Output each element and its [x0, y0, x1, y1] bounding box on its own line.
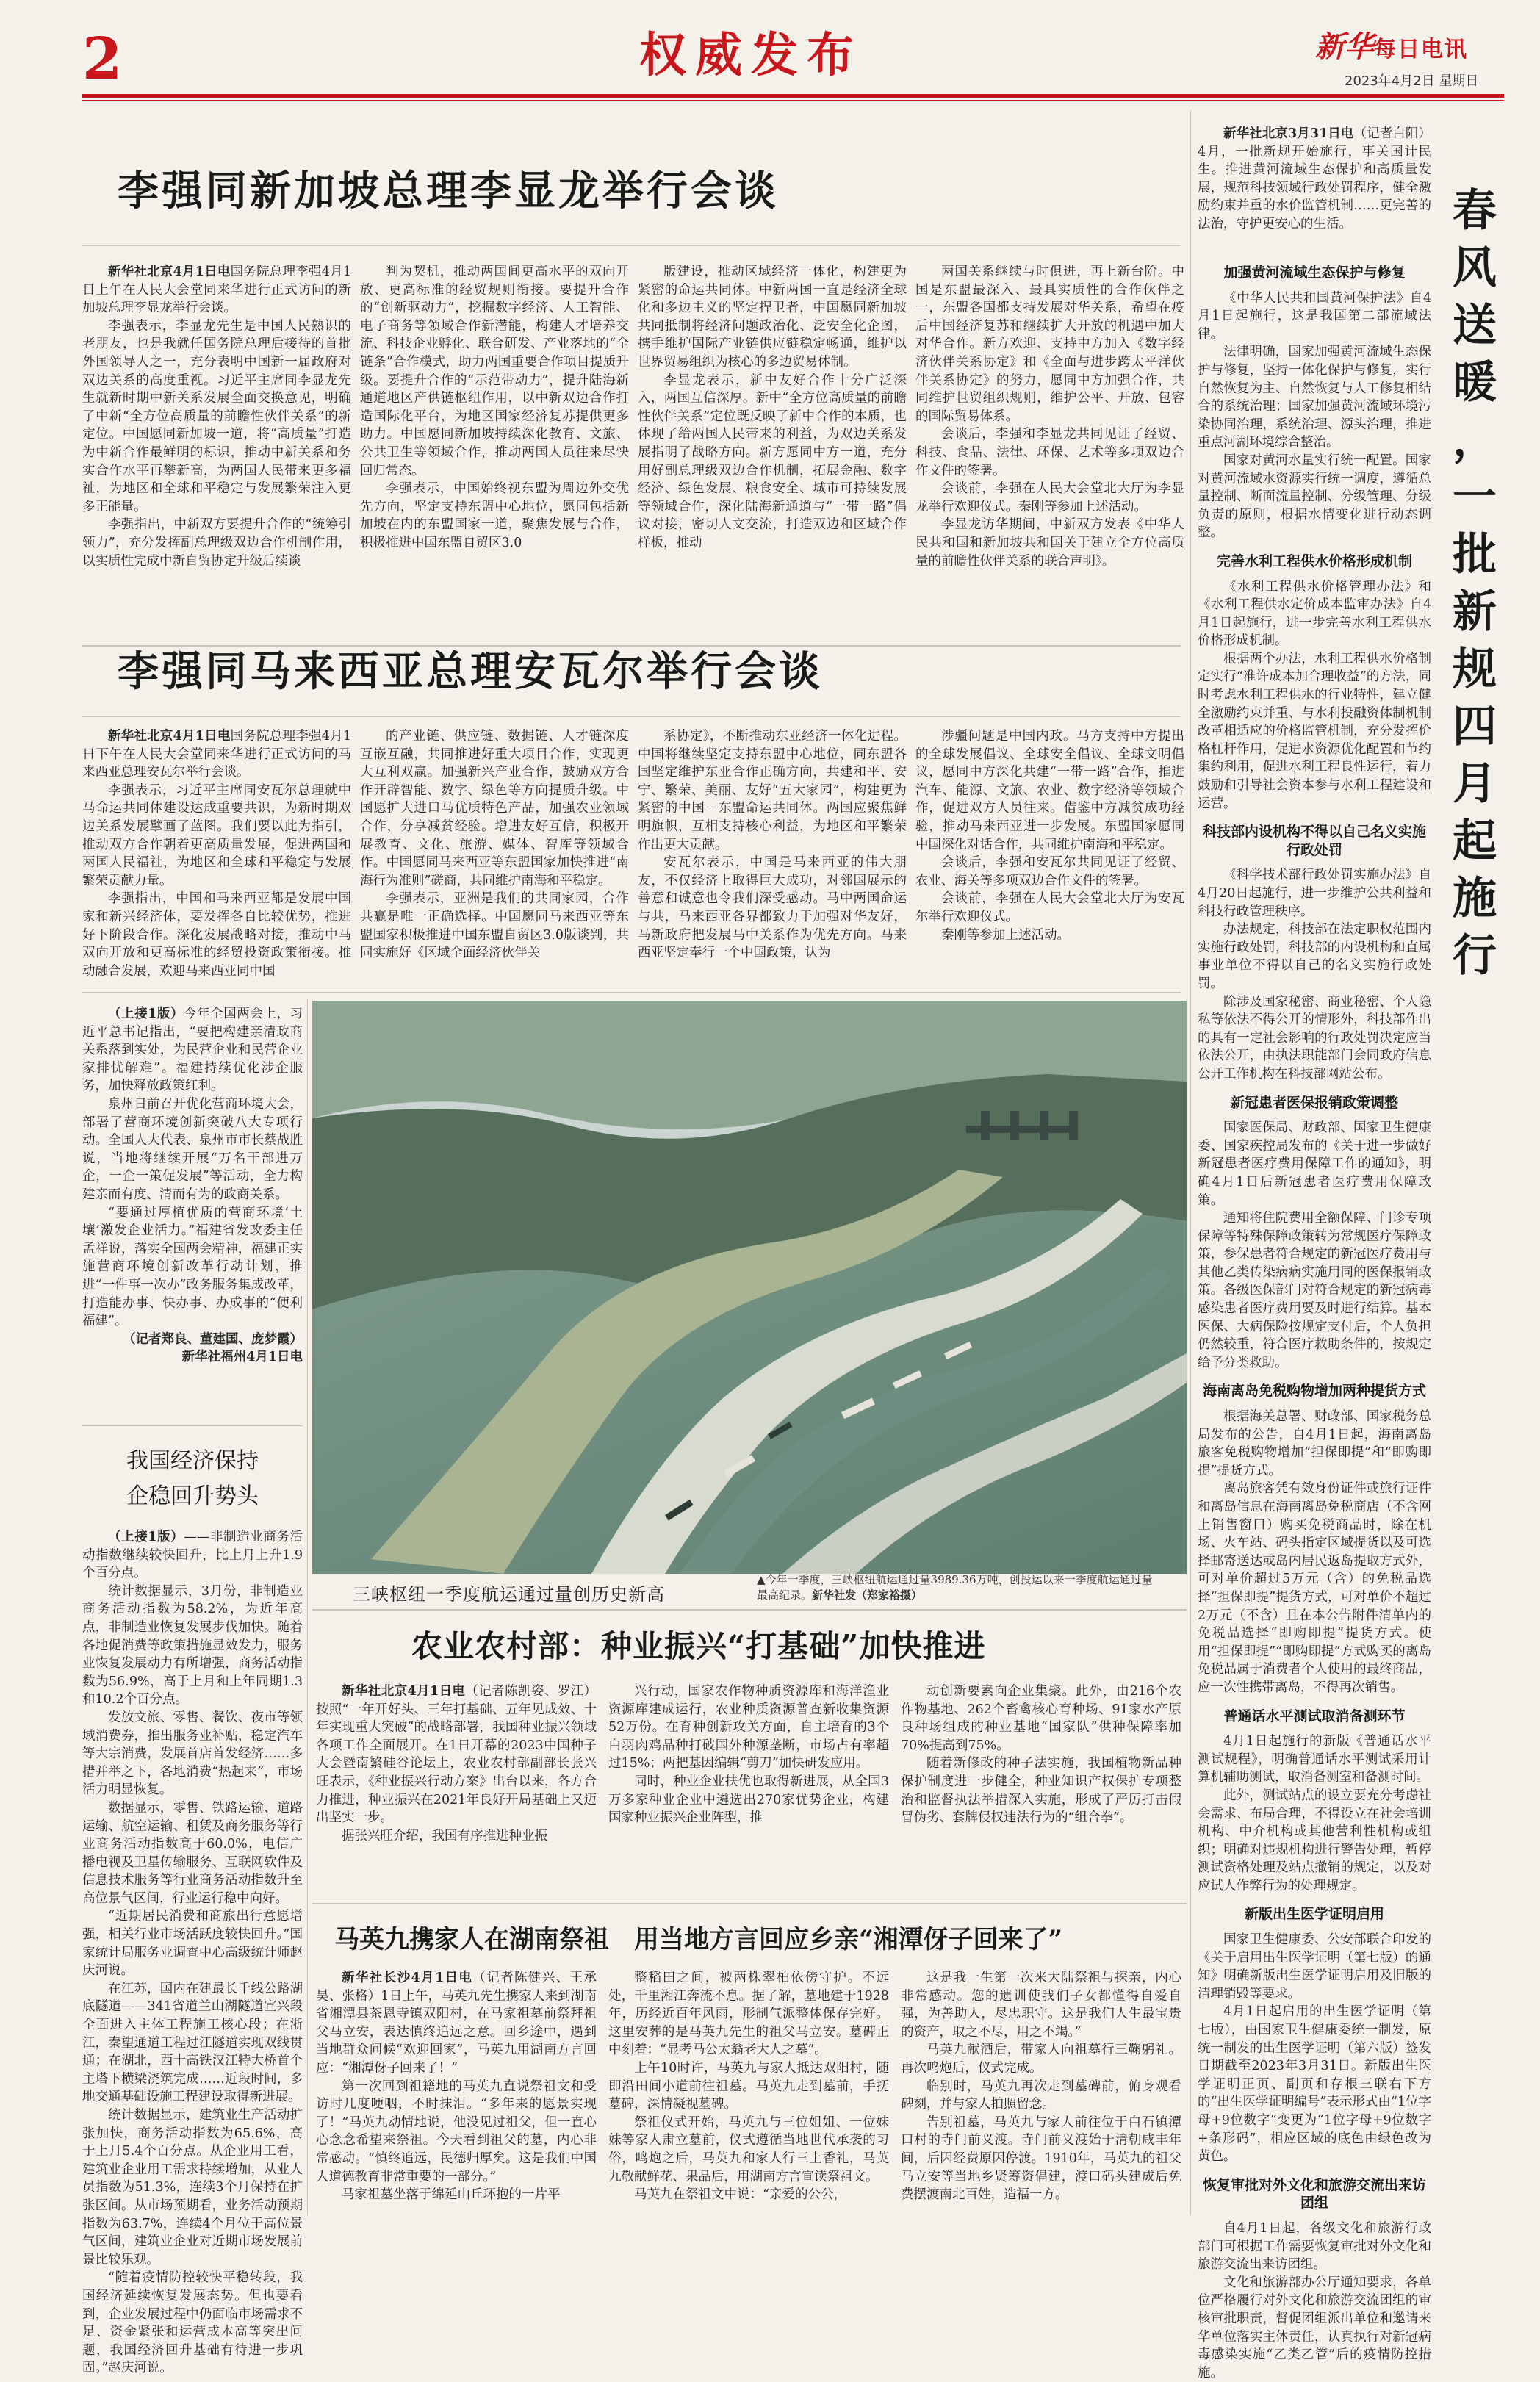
paragraph-text: ——非制造业商务活动指数继续较快回升，比上月上升1.9个百分点。: [82, 1530, 303, 1581]
sidebar-paragraph: 根据两个办法，水利工程供水价格制定实行“准许成本加合理收益”的方法，同时考虑水利工程供水的行业特性，建立健全激励约束并重、与水利投融资体制机制改革相适应的价格监管机制，充分发挥价格杠杆作用，促进水资源优化配置和节约集约利用，促进水利工程良性运行，着力鼓励和引导社会资本参与水利工程建设和运营。: [1198, 651, 1431, 811]
photo-credit: 新华社发（郑家裕摄）: [812, 1588, 923, 1602]
paragraph-text: 李强表示，中国始终视东盟为周边外交优先方向，坚定支持东盟中心地位，愿同包括新加坡在内的东盟国家一道，聚焦发展与合作，积极推进中国东盟自贸区3.0: [360, 481, 629, 550]
paragraph-text: 秦刚等参加上述活动。: [941, 927, 1070, 943]
paragraph: [82, 516, 351, 570]
paragraph-text: 会谈后，李强和安瓦尔共同见证了经贸、农业、海关等多项双边合作文件的签署。: [915, 855, 1184, 888]
divider: [312, 1903, 1187, 1904]
paragraph: [82, 782, 351, 890]
paragraph-text: 马家祖墓坐落于绵延山丘环抱的一片平: [342, 2187, 561, 2203]
sidebar-section-heading: 恢复审批对外文化和旅游交流出来访团组: [1202, 2176, 1426, 2212]
paragraph: [82, 1907, 303, 1979]
sidebar-section-heading: 完善水利工程供水价格形成机制: [1216, 553, 1412, 569]
paragraph: [82, 1528, 303, 1583]
paragraph-text: 李显龙表示，新中友好合作十分广泛深入，两国互信深厚。新中“全方位高质量的前瞻性伙伴关系”定位既反映了新中合作的本质，也体现了给两国人民带来的利益，为双边关系发展指明了战略方向。新方愿同中方一道，充分用好副总理级双边合作机制，拓展金融、数字经济、绿色发展、粮食安全、城市可持续发展等领域合作，深化陆海新通道与“一带一路”倡议对接，密切人文交流，打造双边和区域合作样板，推动: [638, 373, 907, 550]
paragraph: [82, 1005, 303, 1095]
paragraph-text: 泉州日前召开优化营商环境大会，部署了营商环境创新突破八大专项行动。全国人大代表、泉州市市长蔡战胜说，当地将继续开展“万名干部进万企，一企一策促发展”等活动，全力构建亲而有度、清而有为的政商关系。: [82, 1096, 303, 1202]
sidebar-divider: [1190, 110, 1191, 2215]
sidebar-paragraph: 国家对黄河水量实行统一配置。国家对黄河流域水资源实行统一调度，遵循总量控制、断面流量控制、分级管理、分级负责的原则，根据水情变化进行动态调整。: [1198, 453, 1431, 541]
sidebar-paragraph: 除涉及国家秘密、商业秘密、个人隐私等依法不得公开的情形外，科技部作出的具有一定社会影响的行政处罚决定应当依法公开，由执法职能部门会同政府信息公开工作机构在科技部网站公布。: [1198, 994, 1431, 1082]
paragraph-text: “近期居民消费和商旅出行意愿增强，相关行业市场活跃度较快回升。”国家统计局服务业调查中心高级统计师赵庆河说。: [82, 1909, 303, 1979]
sidebar-intro: [1198, 125, 1431, 253]
paragraph: [608, 2186, 889, 2204]
paragraph: [316, 1827, 597, 1846]
sidebar-section-heading: 科技部内设机构不得以自己名义实施行政处罚: [1202, 824, 1426, 858]
article1-col1: [82, 263, 351, 644]
sidebar-paragraph: 《水利工程供水价格管理办法》和《水利工程供水定价成本监审办法》自4月1日起施行，进一步完善水利工程供水价格形成机制。: [1198, 579, 1431, 649]
logo-brand: 新华: [1315, 29, 1374, 64]
paragraph-text: “随着疫情防控较快平稳转段，我国经济延续恢复发展态势。但也要看到，企业发展过程中仍面临市场需求不足、资金紧张和运营成本高等突出问题，我国经济回升基础有待进一步巩固。”赵庆河说。: [82, 2270, 303, 2376]
article4-headline: 马英九携家人在湖南祭祖 用当地方言回应乡亲“湘潭伢子回来了”: [334, 1925, 1063, 1954]
photo-note-text: ▲今年一季度，三峡枢纽航运通过量3989.36万吨，创投运以来一季度航运通过量最高纪录。: [757, 1573, 1153, 1602]
paragraph-text: 临别时，马英九再次走到墓碑前，俯身观看碑刻，并与家人拍照留念。: [901, 2079, 1181, 2112]
publication-date: 2023年4月2日 星期日: [1345, 73, 1479, 89]
paragraph-text: 会谈后，李强和李显龙共同见证了经贸、科技、食品、法律、环保、艺术等多项双边合作文件的签署。: [915, 427, 1184, 478]
divider: [82, 992, 1181, 993]
sidebar-paragraph: 办法规定，科技部在法定职权范围内实施行政处罚，科技部的内设机构和直属事业单位不得以自己的名义实施行政处罚。: [1198, 922, 1431, 991]
paragraph: [608, 2114, 889, 2186]
paragraph-text: 同时，种业企业扶优也取得新进展，从全国3万多家种业企业中遴选出270家优势企业，构建国家种业振兴企业阵型，推: [608, 1774, 889, 1826]
paragraph: [360, 263, 629, 480]
article3-headline: 农业农村部：种业振兴“打基础”加快推进: [411, 1628, 986, 1664]
article2-col4: [915, 727, 1184, 985]
paragraph: [915, 480, 1184, 516]
economy-title: [82, 1444, 303, 1514]
economy-title-line2: 企稳回升势头: [126, 1483, 259, 1509]
paragraph-text: 李强指出，中国和马来西亚都是发展中国家和新兴经济体，要发挥各自比较优势，推进好下阶段合作。深化发展战略对接，推动中马双向开放和更高标准的经贸投资政策衔接。推动融合发展，欢迎马来西亚同中国: [82, 891, 351, 979]
paragraph: [915, 425, 1184, 480]
article1-headline: 李强同新加坡总理李显龙举行会谈: [118, 167, 779, 215]
dateline: （上接1版）: [108, 1007, 184, 1021]
paragraph-text: 据张兴旺介绍，我国有序推进种业振: [342, 1828, 547, 1843]
paragraph: [82, 727, 351, 782]
sidebar-intro-text: （记者白阳）4月，一批新规开始施行，事关国计民生。推进黄河流域生态保护和高质量发展，规范科技领域行政处罚程序，健全激励约束并重的水价监管机制……更完善的法治，守护更安心的生活。: [1198, 126, 1432, 231]
paragraph: [82, 890, 351, 980]
paragraph-text: 第一次回到祖籍地的马英九直说祭祖文和受访时几度哽咽，不时抹泪。“多年来的愿景实现了！”马英九动情地说，他没见过祖父，但一直心心念念希望来祭祖。今天看到祖父的墓，内心非常感动。“慎终追远，民德归厚矣。这是我们中国人道德教育非常重要的一部分。”: [316, 2079, 597, 2184]
sidebar-paragraph: 《科学技术部行政处罚实施办法》自4月20日起施行，进一步维护公共利益和科技行政管理秩序。: [1198, 868, 1431, 919]
paragraph: [608, 1773, 889, 1827]
paragraph-text: 李强表示，李显龙先生是中国人民熟识的老朋友，也是我就任国务院总理后接待的首批外国领导人之一，充分表明中国新一届政府对双边关系的高度重视。习近平主席同李显龙先生就新时期中新关系发展全面交换意见，明确了中新“全方位高质量的前瞻性伙伴关系”的新定位。中国愿同新加坡一道，将“高质量”打造为中新合作最鲜明的标识，推动中新关系和务实合作水平再攀新高，为两国人民带来更多福祉，为地区和全球和平稳定与发展繁荣注入更多正能量。: [82, 318, 351, 514]
article1-col4: [915, 263, 1184, 644]
paragraph-text: 李强表示，习近平主席同安瓦尔总理就中马命运共同体建设达成重要共识，为新时期双边关系发展擘画了蓝图。我们要以此为指引，推动双方合作朝着更高质量发展，促进两国和两国人民福祉，为地区和全球和平稳定与发展繁荣贡献力量。: [82, 782, 351, 888]
sidebar-paragraph: 自4月1日起，各级文化和旅游行政部门可根据工作需要恢复审批对外文化和旅游交流出来访团组。: [1198, 2220, 1431, 2273]
paragraph-text: 告别祖墓，马英九与家人前往位于白石镇潭口村的寺门前义渡。寺门前义渡始于清朝咸丰年间，后因经费原因停渡。1910年，马英九的祖父马立安等当地乡贤筹资倡建，渡口码头建成后免费摆渡南北百姓，造福一方。: [901, 2115, 1181, 2203]
continued-paras: [82, 1005, 303, 1331]
three-gorges-photo: [312, 1001, 1187, 1574]
sidebar-paragraph: 离岛旅客凭有效身份证件或旅行证件和离岛信息在海南离岛免税商店（不含网上销售窗口）购买免税商品时，除在机场、火车站、码头指定区域提货以及可选择邮寄送达或岛内居民返岛提取方式外，可对单价超过5万元（含）的免税品选择“担保即提”提货方式，可对单价不超过2万元（不含）且在本公告附件清单内的免税品选择“即购即提”提货方式。使用“担保即提”“即购即提”方式购买的离岛免税品属于消费者个人使用的最终商品，应一次性携带离岛，不得再次销售。: [1198, 1481, 1431, 1695]
photo-illustration: [312, 1001, 1187, 1574]
sidebar-paragraph: 4月1日起启用的出生医学证明（第七版），由国家卫生健康委统一制发，原统一制发的出生医学证明（第六版）签发日期截至2023年3月31日。新版出生医学证明正页、副页和存根三联右下方的“出生医学证明编号”表示形式由“1位字母+9位数字”变更为“1位字母+9位数字+条形码”，相应区域的底色由绿色改为黄色。: [1198, 2004, 1431, 2165]
paragraph: [82, 2106, 303, 2269]
paragraph: [82, 2269, 303, 2378]
paragraph-text: 安瓦尔表示，中国是马来西亚的伟大朋友，不仅经济上取得巨大成功，对邻国展示的善意和诚意也令我们深受感动。马中两国命运与共，马来西亚各界都致力于加强对华友好，马新政府把发展马中关系作为优先方向。马来西亚坚定奉行一个中国政策，认为: [638, 855, 907, 961]
sidebar-paragraph: 《中华人民共和国黄河保护法》自4月1日起施行，这是我国第二部流域法律。: [1198, 290, 1431, 342]
dateline: 新华社长沙4月1日电: [342, 1971, 473, 1985]
sidebar-paragraph: 此外，测试站点的设立要充分考虑社会需求、布局合理，不得设立在社会培训机构、中介机构或其他营利性机构或组织；明确对违规机构进行警告处理，暂停测试资格处理及站点撤销的规定，以及对应试人作弊行为的处理规定。: [1198, 1788, 1431, 1893]
paragraph-text: “要通过厚植优质的营商环境‘土壤’激发企业活力。”福建省发改委主任孟祥说，落实全国两会精神，福建正实施营商环境创新改革行动计划，推进“一件事一次办”政务服务集成改革，打造能办事、快办事、办成事的“便利福建”。: [82, 1205, 303, 1329]
paragraph-text: 上午10时许，马英九与家人抵达双阳村，随即沿田间小道前往祖墓。马英九走到墓前，手抚墓碑，深情凝视墓碑。: [608, 2060, 889, 2112]
paragraph-text: （记者陈健兴、王承昊、张格）1日上午，马英九先生携家人来到湖南省湘潭县茶恩寺镇双阳村，在马家祖墓前祭拜祖父马立安，表达慎终追远之意。回乡途中，遇到当地群众问候“欢迎回家”，马英九用湖南方言回应：“湘潭伢子回来了！”: [316, 1971, 597, 2076]
paragraph: [915, 516, 1184, 570]
paragraph: [82, 263, 351, 317]
paragraph: [316, 2078, 597, 2187]
dateline: 新华社北京4月1日电: [108, 729, 231, 744]
paragraph-text: 马英九献酒后，带家人向祖墓行三鞠躬礼。再次鸣炮后，仪式完成。: [901, 2043, 1181, 2076]
paragraph: [316, 2186, 597, 2204]
paragraph: [82, 1583, 303, 1709]
paragraph-text: 两国关系继续与时俱进，再上新台阶。中国是东盟最深入、最具实质性的合作伙伴之一，东盟各国都支持发展对华关系，希望在疫后中国经济复苏和继续扩大开放的机遇中加大对华合作。新方欢迎、支持中方加入《数字经济伙伴关系协定》和《全面与进步跨太平洋伙伴关系协定》的努力，愿同中方加强合作，共同维护世贸组织规则，维护公平、开放、包容的国际贸易体系。: [915, 265, 1184, 424]
photo-caption: 三峡枢纽一季度航运通过量创历史新高: [353, 1584, 665, 1605]
paragraph: [638, 263, 907, 372]
divider: [307, 999, 308, 2215]
paragraph: [638, 727, 907, 854]
paragraph: [915, 926, 1184, 945]
header-rule: [82, 94, 1504, 98]
sidebar-paragraph: 通知将住院费用全额保障、门诊专项保障等特殊保障政策转为常规医疗保障政策，参保患者符合规定的新冠医疗费用与其他乙类传染病病实施用同的医保报销政策。各级医保部门对符合规定的新冠病毒感染患者医疗费用要及时进行结算。基本医保、大病保险按规定支付后，个人负担仍然较重，符合医疗救助条件的，按规定给予分类救助。: [1198, 1211, 1431, 1370]
dateline: （上接1版）: [108, 1530, 184, 1544]
paragraph-text: 发放文旅、零售、餐饮、夜市等领域消费券，推出服务业补贴，稳定汽车等大宗消费，发展首店首发经济……多措并举之下，各地消费“热起来”，市场活力明显恢复。: [82, 1710, 303, 1798]
paragraph: [901, 1755, 1181, 1827]
sidebar-paragraph: 国家医保局、财政部、国家卫生健康委、国家疾控局发布的《关于进一步做好新冠患者医疗费用保障工作的通知》，明确4月1日后新冠患者医疗费用保障政策。: [1198, 1120, 1431, 1208]
divider: [82, 1425, 303, 1426]
article3-col3: [901, 1683, 1181, 1896]
paragraph: [638, 854, 907, 962]
paragraph: [638, 372, 907, 553]
page-number: 2: [82, 26, 123, 93]
section-title: 权威发布: [639, 28, 863, 83]
paragraph-text: 会谈前，李强在人民大会堂北大厅为安瓦尔举行欢迎仪式。: [915, 891, 1184, 924]
paragraph-text: 祭祖仪式开始，马英九与三位姐姐、一位妹妹等家人肃立墓前，仪式遵循当地世代承袭的习俗，鸣炮之后，马英九和家人行三上香礼，马英九敬献鲜花、果品后，用湖南方言宣读祭祖文。: [608, 2115, 889, 2184]
dateline: 新华社北京4月1日电: [108, 265, 231, 279]
sidebar-section-heading: 普通话水平测试取消备测环节: [1223, 1708, 1406, 1724]
paragraph-text: 涉疆问题是中国内政。马方支持中方提出的全球发展倡议、全球安全倡议、全球文明倡议，愿同中方深化共建“一带一路”合作，推进汽车、能源、文旅、农业、数字经济等领域合作，促进双方人员往来。借鉴中方减贫成功经验，推动马来西亚进一步发展。东盟国家愿同中国深化对话合作，共同维护南海和平稳定。: [915, 729, 1184, 852]
paragraph: [360, 480, 629, 552]
paragraph-text: 随着新修改的种子法实施，我国植物新品种保护制度进一步健全，种业知识产权保护专项整治和监督执法举措深入实施，形成了严厉打击假冒伪劣、套牌侵权违法行为的“组合拳”。: [901, 1756, 1181, 1826]
paragraph-text: 今年全国两会上，习近平总书记指出，“要把构建亲清政商关系落到实处，为民营企业和民营企业家排忧解难”。福建持续优化涉企服务，加快释放政策红利。: [82, 1007, 303, 1094]
economy-title-line1: 我国经济保持: [126, 1448, 259, 1474]
economy-body: [82, 1528, 303, 2376]
paragraph-text: 动创新要素向企业集聚。此外，由216个农作物基地、262个畜禽核心育种场、91家水产原良种场组成的种业基地“国家队”供种保障率加70%提高到75%。: [901, 1684, 1181, 1753]
paragraph: [82, 317, 351, 517]
sidebar-paragraph: 法律明确，国家加强黄河流域生态保护与修复，坚持一体化保护与修复，实行自然恢复为主、自然恢复与人工修复相结合的系统治理；国家加强黄河流域环境污染协同治理，系统治理、源头治理，推进重点河湖环境综合整治。: [1198, 345, 1431, 450]
paragraph-text: 会谈前，李强在人民大会堂北大厅为李显龙举行欢迎仪式。秦刚等参加上述活动。: [915, 481, 1184, 514]
paragraph-text: 的产业链、供应链、数据链、人才链深度互嵌互融，共同推进好重大项目合作，实现更大互利双赢。加强新兴产业合作，鼓励双方合作开辟智能、数字、绿色等方向提质升级。中国愿扩大进口马优质特色产品，加强农业领域合作，分享减贫经验。增进友好互信，积极开展教育、文化、旅游、媒体、智库等领域合作。中国愿同马来西亚等东盟国家加快推进“南海行为准则”磋商，共同维护南海和平稳定。: [360, 729, 629, 888]
paragraph: [901, 2041, 1181, 2077]
article1-col2: [360, 263, 629, 644]
paragraph: [915, 854, 1184, 890]
article2-col2: [360, 727, 629, 985]
paragraph-text: 数据显示，零售、铁路运输、道路运输、航空运输、租赁及商务服务等行业商务活动指数高于60.0%，电信广播电视及卫星传输服务、互联网软件及信息技术服务等行业商务活动指数升至高位景气区间，行业运行稳中向好。: [82, 1800, 303, 1906]
paragraph: [901, 1969, 1181, 2041]
article3-col1: [316, 1683, 597, 1896]
paragraph-text: 统计数据显示，建筑业生产活动扩张加快，商务活动指数为65.6%，高于上月5.4个百分点。从企业用工看，建筑业企业用工需求持续增加，从业人员指数为51.3%，连续3个月保持在扩张区间。从市场预期看，业务活动预期指数为63.7%，连续4个月位于高位景气区间，建筑业企业对近期市场发展前景比较乐观。: [82, 2108, 303, 2267]
divider: [82, 716, 1181, 717]
paragraph: [915, 263, 1184, 425]
divider: [82, 645, 1181, 647]
article4-col2: [608, 1969, 889, 2212]
article2-col3: [638, 727, 907, 985]
paragraph-text: 这是我一生第一次来大陆祭祖与探亲，内心非常感动。您的遗训使我们子女都懂得自爱自强，为善助人，尽忠职守。这是我们人生最宝贵的资产，取之不尽，用之不竭。”: [901, 1971, 1181, 2040]
article1-col3: [638, 263, 907, 644]
sidebar-paragraph: 根据海关总署、财政部、国家税务总局发布的公告，自4月1日起，海南离岛旅客免税购物增加“担保即提”和“即购即提”提货方式。: [1198, 1409, 1431, 1478]
paragraph: [82, 1095, 303, 1204]
paragraph: [901, 2114, 1181, 2204]
paragraph: [901, 2078, 1181, 2114]
paragraph: [316, 1683, 597, 1827]
paragraph-text: 判为契机，推动两国间更高水平的双向开放、更高标准的经贸规则衔接。要提升合作的“创新驱动力”，挖掘数字经济、人工智能、电子商务等领域合作新潜能，构建人才培养交流、科技企业孵化、联合研发、产业落地的“全链条”合作模式，助力两国重要合作项目提质升级。要提升合作的“示范带动力”，提升陆海新通道地区产供链枢纽作用，以中新双边合作打造国际化平台，为地区国家经济复苏提供更多助力。中国愿同新加坡持续深化教育、文旅、公共卫生等领域合作，推动两国人员往来尽快回归常态。: [360, 265, 629, 478]
article4-col3: [901, 1969, 1181, 2212]
continued-byline: （记者郑良、董建国、庞梦霞）: [123, 1331, 303, 1347]
paragraph-text: 在江苏，国内在建最长千线公路湖底隧道——341省道兰山湖隧道宣兴段全面进入主体工程施工核心段；在浙江，秦望通道工程过江隧道实现双线贯通；在湖北，西十高铁汉江特大桥首个主塔下横梁浇筑完成……近段时间，多地交通基础设施工程建设取得新进展。: [82, 1981, 303, 2105]
paragraph: [82, 1204, 303, 1331]
paragraph-text: 系协定》，不断推动东亚经济一体化进程。中国将继续坚定支持东盟中心地位，同东盟各国坚定维护东亚合作正确方向，共建和平、安宁、繁荣、美丽、友好“五大家园”，构建更为紧密的中国－东盟命运共同体。两国应聚焦鲜明旗帜，互相支持核心利益，为地区和平繁荣作出更大贡献。: [638, 729, 907, 852]
paragraph: [316, 1969, 597, 2078]
article2-headline: 李强同马来西亚总理安瓦尔举行会谈: [118, 647, 823, 696]
paragraph: [901, 1683, 1181, 1755]
divider: [82, 245, 1181, 246]
logo-name: 每日电讯: [1374, 37, 1468, 62]
article3-col2: [608, 1683, 889, 1896]
paragraph: [82, 1799, 303, 1908]
sidebar-section-heading: 加强黄河流域生态保护与修复: [1223, 265, 1406, 281]
paragraph-text: 版建设，推动区域经济一体化，构建更为紧密的命运共同体。中新两国一直是经济全球化和多边主义的坚定捍卫者，中国愿同新加坡共同抵制将经济问题政治化、泛安全化企图，携手维护国际产业链供应链稳定畅通，维护以世界贸易组织为核心的多边贸易体制。: [638, 265, 907, 370]
paragraph-text: 李强表示，亚洲是我们的共同家园，合作共赢是唯一正确选择。中国愿同马来西亚等东盟国家积极推进中国东盟自贸区3.0版谈判，共同实施好《区域全面经济伙伴关: [360, 891, 629, 961]
sidebar-intro-lead: 新华社北京3月31日电: [1223, 126, 1354, 141]
sidebar-vertical-title: 春 风 送 暖 ， 一 批 新 规 四 月 起 施 行: [1453, 185, 1497, 982]
paragraph-text: 李强指出，中新双方要提升合作的“统筹引领力”，充分发挥副总理级双边合作机制作用，以实质性完成中新自贸协定升级后续谈: [82, 517, 351, 569]
paragraph: [608, 1683, 889, 1773]
sidebar-section-heading: 新冠患者医保报销政策调整: [1230, 1094, 1398, 1111]
paragraph: [82, 1980, 303, 2106]
sidebar-paragraph: 国家卫生健康委、公安部联合印发的《关于启用出生医学证明（第七版）的通知》明确新版出生医学证明启用及旧版的清理销毁等要求。: [1198, 1932, 1431, 2001]
paragraph: [915, 727, 1184, 854]
sidebar-paragraph: 4月1日起施行的新版《普通话水平测试规程》，明确普通话水平测试采用计算机辅助测试，取消备测室和备测时间。: [1198, 1734, 1431, 1785]
paragraph-text: 整稻田之间，被两株翠柏依傍守护。不远处，千里湘江奔流不息。据了解，墓地建于1928年，历经近百年风雨，形制气派整体保存完好。这里安葬的是马英九先生的祖父马立安。墓碑正中刻着：“显考马公太翁老大人之墓”。: [608, 1971, 889, 2058]
sidebar-section-heading: 海南离岛免税购物增加两种提货方式: [1202, 1383, 1426, 1400]
continued-dateline: 新华社福州4月1日电: [181, 1350, 303, 1365]
paragraph-text: 国务院总理李强4月1日下午在人民大会堂同来华进行正式访问的马来西亚总理安瓦尔举行会谈。: [82, 729, 351, 780]
paragraph-text: 兴行动，国家农作物种质资源库和海洋渔业资源库建成运行，农业种质资源普查新收集资源52万份。在育种创新攻关方面，自主培育的3个白羽肉鸡品种打破国外种源垄断，市场占有率超过15%；两把基因编辑“剪刀”加快研发应用。: [608, 1684, 889, 1771]
article4-col1: [316, 1969, 597, 2212]
divider: [312, 1609, 1187, 1611]
dateline: 新华社北京4月1日电: [342, 1684, 466, 1699]
newspaper-logo: [1315, 29, 1468, 64]
photo-note: [757, 1572, 1161, 1603]
paragraph: [915, 890, 1184, 926]
sidebar-sections: [1198, 253, 1431, 2381]
paragraph: [360, 890, 629, 962]
paragraph-text: 统计数据显示，3月份，非制造业商务活动指数为58.2%，为近年高点，非制造业恢复发展步伐加快。随着各地促消费等政策措施显效发力，服务业恢复发展动力有所增强，商务活动指数为56.9%，高于上月和上年同期1.3和10.2个百分点。: [82, 1583, 303, 1708]
paragraph: [608, 2059, 889, 2114]
paragraph-text: 马英九在祭祖文中说：“亲爱的公公，: [634, 2187, 846, 2203]
paragraph: [82, 1709, 303, 1799]
paragraph-text: 国务院总理李强4月1日上午在人民大会堂同来华进行正式访问的新加坡总理李显龙举行会谈。: [82, 265, 351, 316]
article2-col1: [82, 727, 351, 985]
sidebar-paragraph: 文化和旅游部办公厅通知要求，各单位严格履行对外文化和旅游交流团组的审核审批职责，督促团组派出单位和邀请来华单位落实主体责任，认真执行对新冠病毒感染实施“乙类乙管”后的疫情防控措施。: [1198, 2275, 1431, 2381]
paragraph-text: （记者陈凯姿、罗江）按照“一年开好头、三年打基础、五年见成效、十年实现重大突破”的战略部署，我国种业振兴领域各项工作全面展开。在1日开幕的2023中国种子大会暨南繁硅谷论坛上，农业农村部副部长张兴旺表示，《种业振兴行动方案》出台以来，各方合力推进，种业振兴在2021年良好开局基础上又迈出坚实一步。: [316, 1684, 597, 1826]
paragraph: [608, 1969, 889, 2059]
continued-box: [82, 1005, 303, 1417]
paragraph-text: 李显龙访华期间，中新双方发表《中华人民共和国和新加坡共和国关于建立全方位高质量的前瞻性伙伴关系的联合声明》。: [915, 517, 1184, 569]
paragraph: [360, 727, 629, 890]
sidebar-section-heading: 新版出生医学证明启用: [1244, 1906, 1384, 1923]
header-rule-thin: [82, 100, 1504, 101]
